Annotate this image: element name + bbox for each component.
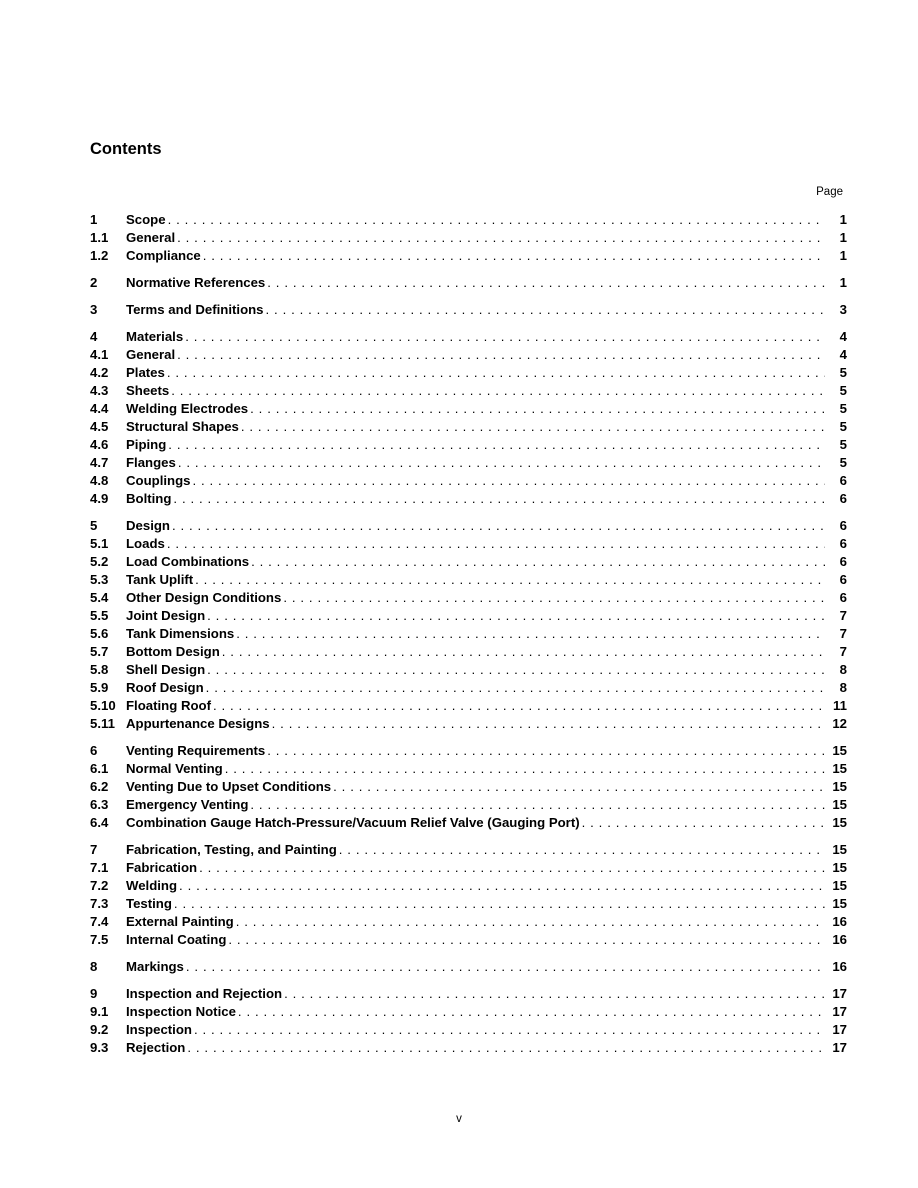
toc-entry-number: 9.3 [90, 1040, 109, 1055]
toc-entry-page: 8 [839, 680, 847, 695]
toc-entry-number: 9.1 [90, 1004, 109, 1019]
toc-entry-title: Materials [126, 329, 184, 344]
dot-leader [171, 491, 825, 506]
dot-leader [201, 248, 825, 263]
toc-section-group [90, 743, 847, 833]
toc-entry-title: Inspection Notice [126, 1004, 236, 1019]
toc-entry-number: 5.5 [90, 608, 109, 623]
dot-leader [234, 914, 825, 929]
toc-entry-title: Shell Design [126, 662, 206, 677]
dot-leader [204, 680, 825, 695]
dot-leader [580, 815, 825, 830]
table-of-contents [90, 212, 847, 1067]
toc-entry-number: 8 [90, 959, 98, 974]
toc-entry[interactable] [90, 914, 847, 932]
dot-leader [197, 860, 825, 875]
toc-entry-number: 7.4 [90, 914, 109, 929]
toc-entry-number: 4.7 [90, 455, 109, 470]
toc-entry-number: 5.2 [90, 554, 109, 569]
toc-entry[interactable] [90, 662, 847, 680]
toc-entry-number: 5.11 [90, 716, 115, 731]
toc-entry-title: Welding Electrodes [126, 401, 249, 416]
toc-entry-page: 6 [839, 536, 847, 551]
toc-entry[interactable] [90, 401, 847, 419]
toc-entry-title: General [126, 347, 176, 362]
toc-entry-page: 6 [839, 590, 847, 605]
toc-entry-page: 17 [832, 1040, 847, 1055]
dot-leader [175, 347, 825, 362]
toc-entry-page: 1 [839, 212, 847, 227]
toc-entry-title: Scope [126, 212, 166, 227]
toc-entry[interactable] [90, 536, 847, 554]
toc-entry-page: 15 [832, 761, 847, 776]
toc-entry[interactable] [90, 302, 847, 320]
footer-page-number: v [456, 1113, 462, 1125]
toc-entry-title: Welding [126, 878, 178, 893]
page-column-header: Page [816, 186, 843, 198]
toc-entry-page: 15 [832, 878, 847, 893]
toc-entry-number: 5.10 [90, 698, 116, 713]
toc-entry-title: Other Design Conditions [126, 590, 282, 605]
toc-entry[interactable] [90, 986, 847, 1004]
toc-section-group [90, 329, 847, 509]
toc-entry-page: 4 [839, 347, 847, 362]
toc-entry-number: 1 [90, 212, 98, 227]
dot-leader [205, 608, 825, 623]
toc-entry-number: 7 [90, 842, 98, 857]
toc-entry-number: 5 [90, 518, 98, 533]
toc-entry-title: Venting Due to Upset Conditions [126, 779, 332, 794]
toc-entry-number: 5.1 [90, 536, 109, 551]
dot-leader [169, 383, 825, 398]
toc-entry-number: 3 [90, 302, 98, 317]
dot-leader [185, 1040, 825, 1055]
toc-entry-page: 6 [839, 572, 847, 587]
toc-entry-number: 7.3 [90, 896, 109, 911]
toc-section-group [90, 275, 847, 293]
toc-entry-number: 1.2 [90, 248, 109, 263]
toc-entry-page: 15 [832, 815, 847, 830]
toc-entry-number: 4.3 [90, 383, 109, 398]
toc-entry[interactable] [90, 644, 847, 662]
toc-entry[interactable] [90, 383, 847, 401]
toc-section-group [90, 212, 847, 266]
toc-entry-page: 7 [839, 626, 847, 641]
toc-entry-title: Couplings [126, 473, 191, 488]
toc-entry[interactable] [90, 698, 847, 716]
toc-entry[interactable] [90, 896, 847, 914]
toc-entry-page: 15 [832, 860, 847, 875]
toc-entry-number: 4.6 [90, 437, 109, 452]
toc-entry-title: Bolting [126, 491, 172, 506]
toc-entry[interactable] [90, 572, 847, 590]
toc-entry-title: Roof Design [126, 680, 204, 695]
dot-leader [236, 1004, 825, 1019]
toc-entry-page: 1 [839, 248, 847, 263]
toc-entry-title: Terms and Definitions [126, 302, 264, 317]
toc-entry[interactable] [90, 743, 847, 761]
toc-entry[interactable] [90, 761, 847, 779]
toc-entry[interactable] [90, 230, 847, 248]
dot-leader [165, 365, 825, 380]
toc-entry-number: 5.3 [90, 572, 109, 587]
toc-entry[interactable] [90, 815, 847, 833]
toc-entry-title: Sheets [126, 383, 170, 398]
toc-entry-page: 1 [839, 230, 847, 245]
toc-entry-page: 4 [839, 329, 847, 344]
toc-entry[interactable] [90, 491, 847, 509]
toc-entry-number: 4.1 [90, 347, 109, 362]
dot-leader [177, 878, 825, 893]
toc-entry-page: 12 [832, 716, 847, 731]
toc-entry[interactable] [90, 275, 847, 293]
toc-entry-title: Tank Uplift [126, 572, 194, 587]
toc-entry[interactable] [90, 518, 847, 536]
toc-entry[interactable] [90, 1022, 847, 1040]
toc-entry-page: 16 [832, 914, 847, 929]
dot-leader [183, 329, 825, 344]
dot-leader [166, 437, 825, 452]
toc-entry-number: 5.6 [90, 626, 109, 641]
toc-entry-title: Flanges [126, 455, 176, 470]
toc-entry-title: General [126, 230, 176, 245]
toc-entry-page: 15 [832, 842, 847, 857]
toc-entry-title: Load Combinations [126, 554, 250, 569]
toc-section-group [90, 959, 847, 977]
toc-entry-title: Venting Requirements [126, 743, 266, 758]
toc-entry-number: 5.4 [90, 590, 109, 605]
toc-entry-title: Plates [126, 365, 165, 380]
toc-entry-number: 9.2 [90, 1022, 109, 1037]
dot-leader [211, 698, 825, 713]
toc-entry-number: 4.4 [90, 401, 109, 416]
toc-entry-title: Piping [126, 437, 167, 452]
toc-entry[interactable] [90, 860, 847, 878]
toc-entry-title: Loads [126, 536, 165, 551]
toc-entry-number: 4.8 [90, 473, 109, 488]
dot-leader [176, 455, 825, 470]
toc-entry-number: 6.4 [90, 815, 109, 830]
dot-leader [282, 986, 825, 1001]
toc-entry[interactable] [90, 1004, 847, 1022]
page-title: Contents [90, 140, 162, 158]
toc-entry[interactable] [90, 473, 847, 491]
toc-entry-title: Markings [126, 959, 184, 974]
toc-entry-page: 5 [839, 401, 847, 416]
toc-entry-number: 5.7 [90, 644, 109, 659]
dot-leader [248, 797, 825, 812]
toc-entry-page: 11 [833, 698, 847, 713]
toc-entry-number: 7.1 [90, 860, 109, 875]
toc-entry[interactable] [90, 347, 847, 365]
dot-leader [270, 716, 825, 731]
toc-entry-page: 17 [832, 986, 847, 1001]
toc-entry[interactable] [90, 1040, 847, 1058]
toc-entry-number: 6.2 [90, 779, 109, 794]
toc-entry-number: 6.1 [90, 761, 109, 776]
toc-entry-number: 5.8 [90, 662, 109, 677]
toc-entry-number: 2 [90, 275, 98, 290]
toc-entry[interactable] [90, 779, 847, 797]
toc-entry-page: 5 [839, 455, 847, 470]
toc-entry[interactable] [90, 212, 847, 230]
toc-entry-number: 6.3 [90, 797, 109, 812]
toc-entry-number: 4.5 [90, 419, 109, 434]
toc-entry-title: Bottom Design [126, 644, 220, 659]
toc-section-group [90, 986, 847, 1058]
toc-entry-title: Fabrication [126, 860, 198, 875]
toc-entry-title: Rejection [126, 1040, 186, 1055]
toc-entry-page: 6 [839, 554, 847, 569]
dot-leader [165, 536, 825, 551]
dot-leader [248, 401, 825, 416]
toc-entry[interactable] [90, 680, 847, 698]
toc-entry-number: 6 [90, 743, 98, 758]
dot-leader [192, 1022, 825, 1037]
toc-entry[interactable] [90, 716, 847, 734]
toc-entry-page: 5 [839, 419, 847, 434]
toc-entry-page: 15 [832, 779, 847, 794]
toc-entry-page: 6 [839, 518, 847, 533]
toc-entry[interactable] [90, 626, 847, 644]
toc-entry-page: 6 [839, 491, 847, 506]
toc-entry-page: 5 [839, 365, 847, 380]
toc-entry[interactable] [90, 437, 847, 455]
toc-entry-number: 7.5 [90, 932, 109, 947]
toc-entry-page: 17 [832, 1022, 847, 1037]
dot-leader [226, 932, 825, 947]
dot-leader [234, 626, 825, 641]
toc-entry-title: Testing [126, 896, 172, 911]
toc-entry[interactable] [90, 842, 847, 860]
toc-entry-title: Floating Roof [126, 698, 211, 713]
dot-leader [281, 590, 825, 605]
toc-entry-title: Emergency Venting [126, 797, 249, 812]
dot-leader [337, 842, 825, 857]
dot-leader [239, 419, 825, 434]
dot-leader [220, 644, 825, 659]
toc-entry-title: Combination Gauge Hatch-Pressure/Vacuum Relief Valve (Gauging Port) [126, 815, 580, 830]
toc-entry-page: 5 [839, 437, 847, 452]
toc-entry[interactable] [90, 365, 847, 383]
toc-entry-page: 3 [839, 302, 847, 317]
toc-entry-page: 16 [832, 932, 847, 947]
toc-entry[interactable] [90, 455, 847, 473]
toc-entry[interactable] [90, 329, 847, 347]
toc-entry-title: Structural Shapes [126, 419, 239, 434]
toc-section-group [90, 518, 847, 734]
toc-section-group [90, 302, 847, 320]
dot-leader [264, 302, 825, 317]
toc-entry-title: Fabrication, Testing, and Painting [126, 842, 337, 857]
toc-entry-page: 17 [832, 1004, 847, 1019]
toc-entry-number: 4 [90, 329, 98, 344]
toc-entry[interactable] [90, 248, 847, 266]
toc-entry-page: 7 [839, 608, 847, 623]
toc-entry-title: Joint Design [126, 608, 206, 623]
dot-leader [193, 572, 825, 587]
toc-entry-page: 6 [839, 473, 847, 488]
dot-leader [205, 662, 825, 677]
toc-entry[interactable] [90, 419, 847, 437]
toc-entry-page: 16 [832, 959, 847, 974]
toc-entry[interactable] [90, 554, 847, 572]
toc-entry-number: 1.1 [90, 230, 109, 245]
toc-entry[interactable] [90, 608, 847, 626]
dot-leader [166, 212, 825, 227]
toc-entry-page: 8 [839, 662, 847, 677]
dot-leader [265, 743, 825, 758]
toc-entry-number: 9 [90, 986, 98, 1001]
toc-entry-number: 5.9 [90, 680, 109, 695]
toc-entry[interactable] [90, 590, 847, 608]
toc-entry-page: 15 [832, 743, 847, 758]
toc-entry[interactable] [90, 932, 847, 950]
toc-entry-number: 7.2 [90, 878, 109, 893]
toc-entry-number: 4.9 [90, 491, 109, 506]
dot-leader [331, 779, 825, 794]
toc-entry-title: Normal Venting [126, 761, 223, 776]
toc-entry-title: Normative References [126, 275, 266, 290]
toc-entry-page: 5 [839, 383, 847, 398]
toc-entry-number: 4.2 [90, 365, 109, 380]
toc-entry-title: Design [126, 518, 170, 533]
dot-leader [172, 896, 825, 911]
toc-entry-title: Internal Coating [126, 932, 227, 947]
toc-entry-title: Compliance [126, 248, 201, 263]
toc-entry-title: Inspection [126, 1022, 192, 1037]
dot-leader [184, 959, 825, 974]
dot-leader [249, 554, 825, 569]
toc-entry-title: Inspection and Rejection [126, 986, 283, 1001]
toc-entry-title: Tank Dimensions [126, 626, 235, 641]
toc-entry-page: 15 [832, 896, 847, 911]
toc-entry-page: 15 [832, 797, 847, 812]
dot-leader [190, 473, 825, 488]
dot-leader [265, 275, 825, 290]
toc-section-group [90, 842, 847, 950]
dot-leader [223, 761, 825, 776]
toc-entry-page: 7 [839, 644, 847, 659]
toc-entry[interactable] [90, 797, 847, 815]
toc-entry-title: External Painting [126, 914, 234, 929]
toc-entry[interactable] [90, 959, 847, 977]
dot-leader [170, 518, 825, 533]
dot-leader [175, 230, 825, 245]
toc-entry[interactable] [90, 878, 847, 896]
toc-entry-page: 1 [839, 275, 847, 290]
toc-entry-title: Appurtenance Designs [126, 716, 270, 731]
